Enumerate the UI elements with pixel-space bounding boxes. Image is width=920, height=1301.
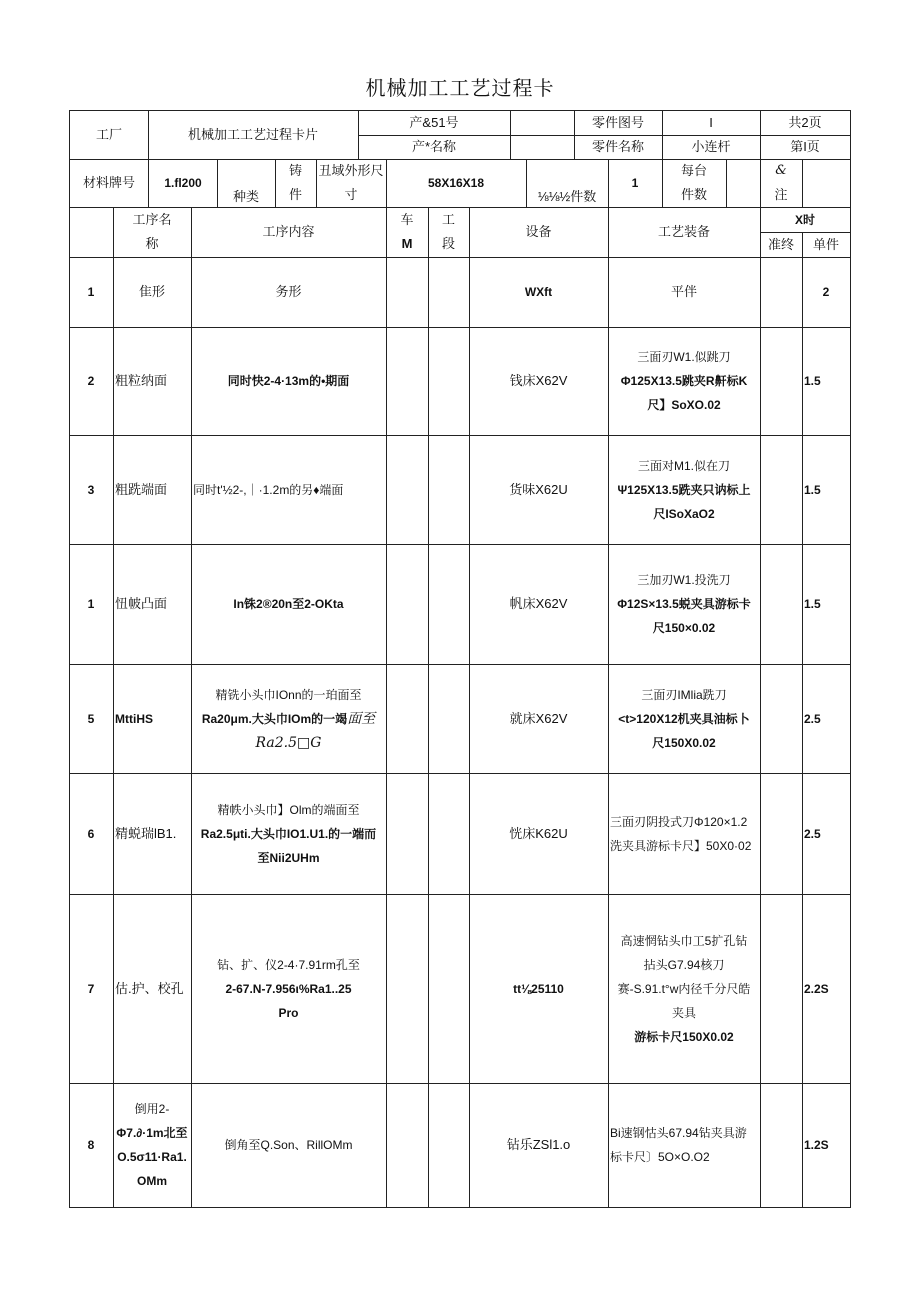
tooling-line: 三面刃W1.似跳刀 xyxy=(637,350,731,364)
row-unit-time: 2.5 xyxy=(804,826,821,841)
row-op-name: 隹形 xyxy=(138,284,165,299)
page-title: 机械加工工艺过程卡 xyxy=(365,76,555,100)
tooling-line: 三面刃IMlia跣刀 xyxy=(641,687,727,702)
tooling-line: 尺ISoXaO2 xyxy=(653,506,715,521)
row-op-content: In铢2®20n至2-OKta xyxy=(233,597,344,611)
col-op-name-line: 工序名 xyxy=(132,212,172,227)
col-workshop-line: M xyxy=(401,236,413,251)
tooling-line: 三加刃W1.投洗刀 xyxy=(637,573,731,587)
pieces-value: 1 xyxy=(631,176,639,190)
row-no: 6 xyxy=(87,826,95,841)
remark-line: & xyxy=(775,163,787,178)
part-drawing-label: 零件图号 xyxy=(591,114,644,130)
col-section-line: 工 xyxy=(441,212,455,227)
casting-cell xyxy=(275,159,316,207)
content-line: Ra2.5□G xyxy=(255,734,322,751)
row-op-content xyxy=(191,773,386,894)
product-name-label: 产*名称 xyxy=(411,139,457,154)
row-unit-time: 1.5 xyxy=(804,374,821,388)
tooling-line: 拈头G7.94核刀 xyxy=(643,957,725,972)
row-tooling xyxy=(608,544,760,664)
pieces-label: ⅛⅛½件数 xyxy=(537,189,597,204)
row-unit-time: 1.5 xyxy=(804,597,821,611)
row-no: 5 xyxy=(87,711,95,726)
content-line: 2-67.N-7.956ι%Ra1..25 xyxy=(225,981,352,996)
part-name-value: 小连杆 xyxy=(691,139,731,154)
type-label: 种类 xyxy=(232,189,259,204)
row-tooling: 平伴 xyxy=(670,284,697,299)
content-line: Pro xyxy=(278,1005,299,1020)
tooling-line: 夹具 xyxy=(671,1005,696,1020)
col-op-content: 工序内容 xyxy=(262,224,315,239)
content-line: Ra2.5μti.大头巾IO1.U1.的一端而 xyxy=(200,826,377,841)
row-no: 8 xyxy=(87,1138,95,1152)
row-no: 1 xyxy=(87,285,95,299)
row-no: 7 xyxy=(87,981,95,996)
remark-line: 注 xyxy=(774,187,788,202)
row-tooling xyxy=(608,327,760,435)
row-tooling xyxy=(608,894,760,1083)
tooling-line: Φ125X13.5跳夹R鼾标K xyxy=(620,374,748,388)
row-tooling xyxy=(608,773,760,894)
tooling-line: Ψ125X13.5跣夹只讷标上 xyxy=(617,482,751,497)
casting-line: 铸 xyxy=(288,163,302,178)
col-tooling: 工艺装备 xyxy=(657,224,710,239)
blank-dim-line: 寸 xyxy=(344,187,358,202)
row-op-content xyxy=(191,894,386,1083)
col-section xyxy=(428,207,469,257)
row-equipment: 钱床X62V xyxy=(509,373,568,388)
tooling-line: 游标卡尺150X0.02 xyxy=(634,1029,734,1044)
row-unit-time: 2.2S xyxy=(804,981,829,996)
tooling-line: 尺150X0.02 xyxy=(652,735,716,750)
page-number: 第I页 xyxy=(790,139,820,154)
tooling-line: Bi速钢怙头67.94钻夹具游 xyxy=(610,1126,747,1140)
row-op-name: 粗粒纳面 xyxy=(115,373,168,388)
row-tooling xyxy=(608,1083,760,1207)
row-no: 1 xyxy=(87,597,95,611)
row-no: 3 xyxy=(87,482,95,497)
row-op-name xyxy=(113,1083,191,1207)
row-equipment: WXft xyxy=(524,285,553,299)
content-line: 至Nii2UHm xyxy=(257,850,320,865)
tooling-line: 赛-S.91.t°w内径千分尺皓 xyxy=(617,981,751,996)
row-no: 2 xyxy=(87,374,95,388)
blank-dim-value: 58X16X18 xyxy=(427,176,485,190)
row-op-content: 同时快2-4·13m的•期面 xyxy=(227,374,350,388)
content-part: Ra20μm.大头巾IOm的一竭 xyxy=(201,711,348,726)
row-equipment: 就床X62V xyxy=(509,710,568,726)
tooling-line: 三面刃阴投式刀Φ120×1.2 xyxy=(610,814,748,829)
tooling-line: 洗夹具游标卡尺】50X0·02 xyxy=(610,838,752,853)
tooling-line: 标卡尺〕5O×O.O2 xyxy=(610,1150,710,1164)
col-prep-time: 准终 xyxy=(767,236,794,252)
col-unit-time: 单件 xyxy=(812,236,839,252)
row-op-name: 精蜕瑞lB1. xyxy=(115,825,177,841)
row-op-name: MttiHS xyxy=(115,711,153,726)
casting-line: 件 xyxy=(288,187,302,202)
tooling-line: 尺150×0.02 xyxy=(652,621,716,635)
blank-dim-line: 丑域外形尺 xyxy=(318,163,384,178)
content-line: 精铣小头巾IOnn的一珀面至 xyxy=(215,687,362,702)
card-title: 机械加工工艺过程卡片 xyxy=(187,126,318,142)
per-unit-line: 件数 xyxy=(680,187,707,202)
part-name-label: 零件名称 xyxy=(591,139,644,154)
part-drawing-value: I xyxy=(709,114,713,130)
col-op-name xyxy=(113,207,191,257)
row-op-name: 忸帔凸面 xyxy=(115,596,168,611)
row-op-content: 同时t'½2-,｜·1.2m的另♦端面 xyxy=(193,482,344,497)
row-tooling xyxy=(608,435,760,544)
content-line xyxy=(202,707,375,731)
content-line: 钻、扩、仪2-4·7.91rm孔至 xyxy=(217,957,360,972)
row-equipment: tt⅛25110 xyxy=(513,981,564,996)
row-equipment: 钻乐ZSl1.o xyxy=(506,1137,571,1152)
per-unit-label xyxy=(662,159,726,207)
blank-dim-label xyxy=(316,159,386,207)
content-part: 面至 xyxy=(347,710,376,727)
tooling-line: Φ12S×13.5蜕夹具游标卡 xyxy=(617,597,751,611)
name-line: 倒用2- xyxy=(134,1102,170,1116)
row-tooling xyxy=(608,664,760,773)
tooling-line: 尺】SoXO.02 xyxy=(647,398,721,412)
row-op-content: 倒角至Q.Son、RillOMm xyxy=(224,1138,353,1152)
row-unit-time: 2 xyxy=(822,285,830,299)
col-equipment: 设备 xyxy=(525,224,552,239)
row-op-content: 务形 xyxy=(275,284,302,299)
name-line: OMm xyxy=(137,1174,167,1188)
row-unit-time: 1.2S xyxy=(804,1138,829,1152)
col-op-name-line: 称 xyxy=(145,236,159,251)
per-unit-line: 每台 xyxy=(680,163,707,178)
remark-label xyxy=(760,159,802,207)
name-line: Φ7.∂·1m北至 xyxy=(116,1126,188,1140)
row-unit-time: 2.5 xyxy=(804,711,821,726)
row-equipment: 帆床X62V xyxy=(509,596,568,611)
row-op-name: 粗跣端面 xyxy=(115,481,168,497)
content-line: 精帙小头巾】Olm的端面至 xyxy=(217,802,360,817)
factory-label: 工厂 xyxy=(95,126,122,142)
name-line: O.5σ11·Ra1. xyxy=(117,1150,187,1164)
tooling-line: 高速惘钻头巾工5扩孔钻 xyxy=(620,933,748,948)
tooling-line: <t>120X12机夹具油标卜 xyxy=(618,711,750,726)
row-equipment: 恍床K62U xyxy=(509,825,568,841)
tooling-line: 三面对M1.似在刀 xyxy=(637,458,730,473)
col-time: X时 xyxy=(794,212,815,227)
col-workshop xyxy=(386,207,428,257)
total-pages: 共2页 xyxy=(788,114,822,130)
row-unit-time: 1.5 xyxy=(804,482,821,497)
product-model-label: 产&51号 xyxy=(409,114,459,130)
col-workshop-line: 车 xyxy=(400,212,414,227)
col-section-line: 段 xyxy=(441,236,455,251)
material-value: 1.fl200 xyxy=(164,176,202,190)
row-equipment: 货味X62U xyxy=(509,481,568,497)
row-op-content xyxy=(191,664,386,773)
row-op-name: 估.护、校孔 xyxy=(115,980,184,996)
material-label: 材料牌号 xyxy=(82,175,135,190)
